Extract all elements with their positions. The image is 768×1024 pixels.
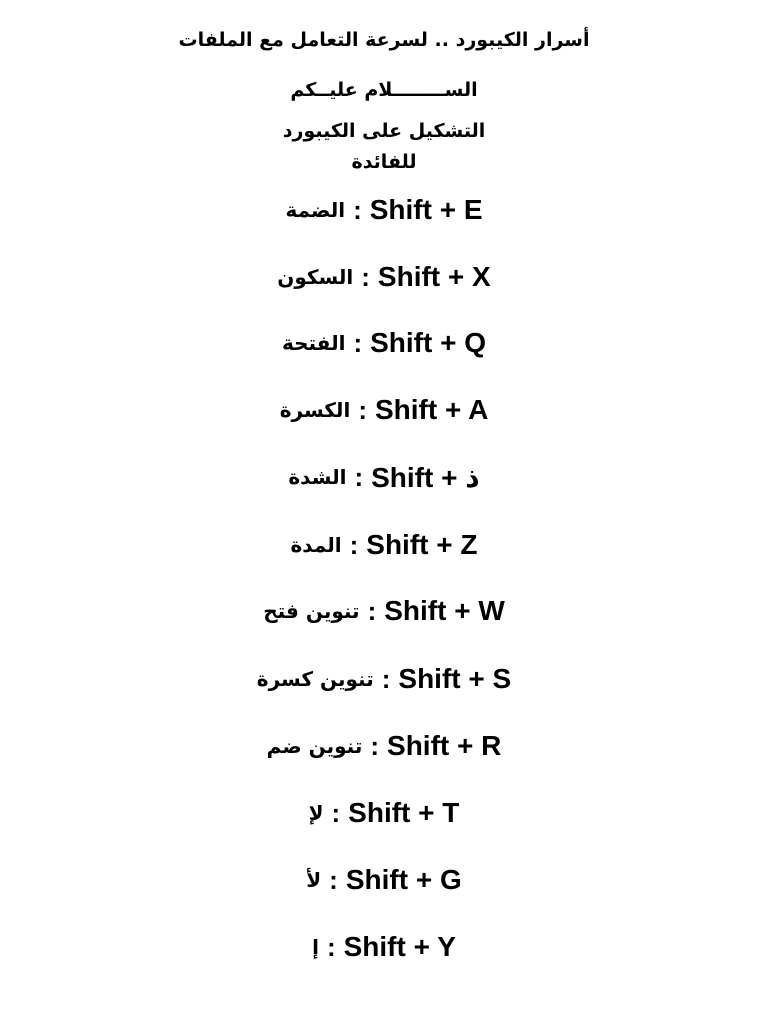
- shortcut-keys: Shift + S: [398, 663, 512, 694]
- greeting-line: الســــــــلام عليــكم: [290, 79, 478, 101]
- shortcut-keys: Shift + G: [345, 864, 462, 895]
- section-subheading: للفائدة: [351, 151, 417, 173]
- shortcut-separator: :: [370, 730, 380, 761]
- shortcut-meaning: الضمة: [285, 198, 346, 222]
- shortcut-keys: Shift + Q: [370, 327, 487, 358]
- shortcut-keys: Shift + ذ: [371, 461, 480, 493]
- shortcut-row: [0, 860, 768, 900]
- shortcut-separator: :: [358, 394, 367, 425]
- shortcut-meaning: السكون: [277, 265, 354, 289]
- shortcut-meaning: تنوين ضم: [266, 734, 363, 758]
- shortcut-row: [0, 457, 768, 497]
- shortcut-separator: :: [326, 931, 336, 962]
- shortcut-row: [0, 257, 768, 297]
- shortcut-meaning: إ: [312, 935, 319, 959]
- shortcut-separator: :: [354, 461, 364, 492]
- shortcut-separator: :: [361, 261, 370, 292]
- shortcut-separator: :: [353, 327, 363, 358]
- shortcut-row: [0, 390, 768, 430]
- shortcut-meaning: الشدة: [288, 465, 347, 489]
- shortcut-meaning: تنوين فتح: [263, 599, 360, 623]
- document-title: أسرار الكيبورد .. لسرعة التعامل مع الملفات: [178, 29, 590, 51]
- shortcut-row: [0, 190, 768, 230]
- section-heading: التشكيل على الكيبورد: [282, 120, 486, 142]
- shortcut-separator: :: [331, 797, 341, 828]
- shortcut-separator: :: [367, 595, 377, 626]
- shortcut-keys: Shift + Z: [366, 529, 478, 560]
- shortcut-separator: :: [329, 864, 338, 895]
- shortcut-keys: Shift + A: [374, 394, 489, 425]
- shortcut-row: [0, 525, 768, 565]
- shortcut-meaning: تنوين كسرة: [256, 667, 374, 691]
- shortcut-keys: Shift + R: [387, 730, 502, 761]
- shortcut-row: [0, 659, 768, 699]
- shortcut-meaning: الكسرة: [279, 398, 351, 422]
- shortcut-keys: Shift + T: [348, 797, 460, 828]
- shortcut-row: [0, 793, 768, 833]
- shortcut-keys: Shift + Y: [343, 931, 456, 962]
- shortcut-keys: Shift + W: [384, 595, 505, 626]
- shortcut-separator: :: [349, 529, 359, 560]
- shortcut-meaning: لأ: [306, 868, 322, 892]
- shortcut-meaning: الفتحة: [281, 331, 346, 355]
- shortcut-row: [0, 591, 768, 631]
- shortcut-keys: Shift + E: [369, 194, 483, 225]
- shortcut-meaning: المدة: [290, 533, 342, 557]
- shortcut-row: [0, 726, 768, 766]
- shortcut-row: [0, 323, 768, 363]
- shortcut-keys: Shift + X: [377, 261, 491, 292]
- shortcut-row: [0, 927, 768, 967]
- shortcut-separator: :: [381, 663, 391, 694]
- shortcut-meaning: لإ: [308, 801, 324, 825]
- shortcut-separator: :: [353, 194, 362, 225]
